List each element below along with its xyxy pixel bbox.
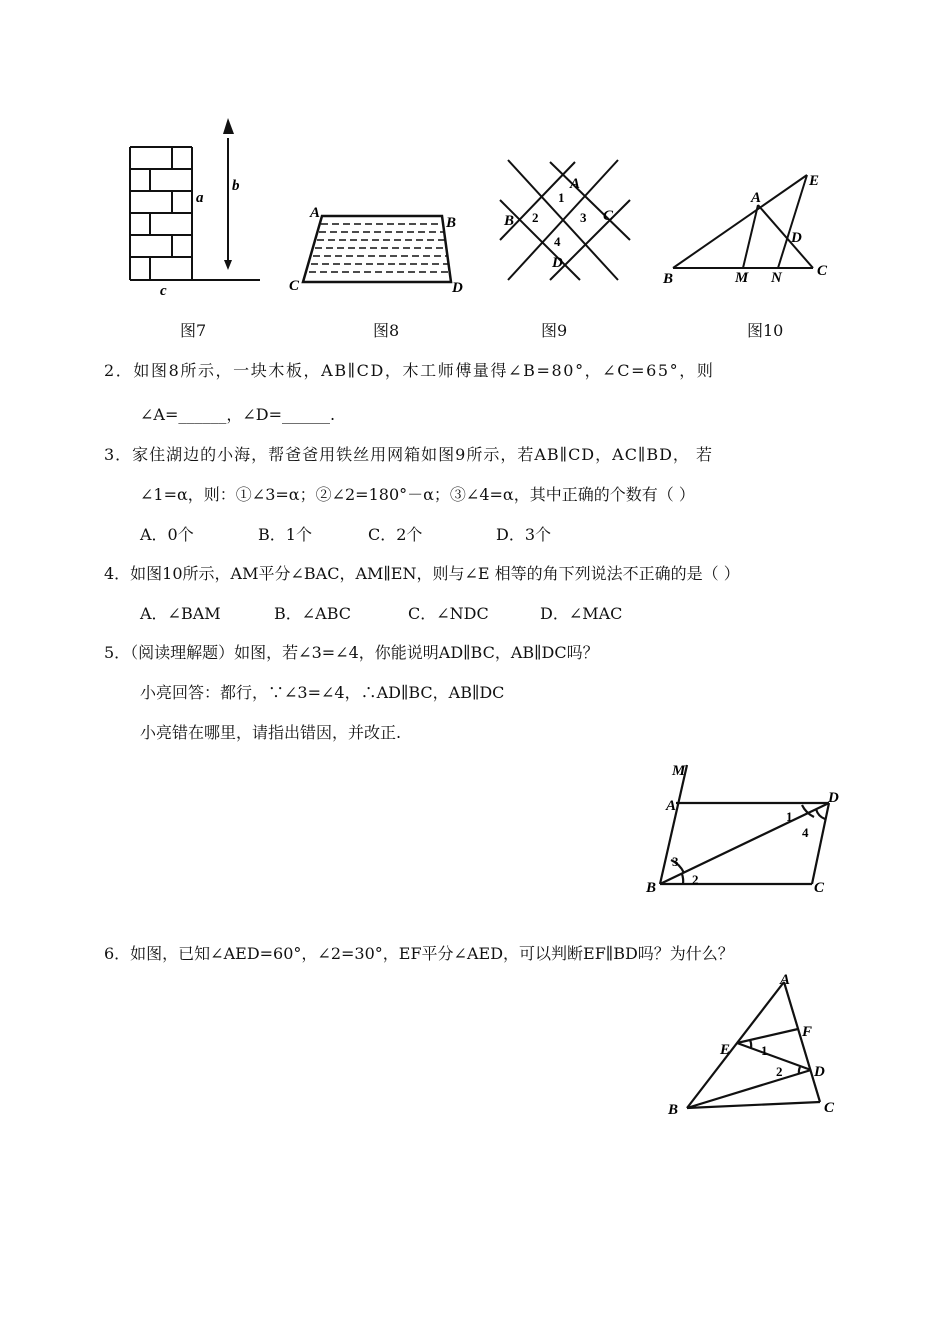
q5-angle-1: 1: [786, 809, 793, 824]
question-5-line-2: 小亮回答：都行，∵∠3=∠4，∴AD∥BC，AB∥DC: [140, 683, 505, 702]
figure-question-6: [660, 970, 850, 1122]
question-4-option-d: D．∠MAC: [540, 604, 623, 623]
question-3-option-a: A．0个: [140, 525, 194, 544]
q5-label-c: C: [814, 880, 825, 896]
figure-10-caption: 图10: [747, 321, 784, 340]
fig10-label-c: C: [817, 263, 828, 279]
q6-angle-2: 2: [776, 1064, 783, 1079]
q5-angle-4: 4: [802, 825, 809, 840]
question-2-line-2: ∠A=______，∠D=______.: [140, 405, 336, 424]
fig10-label-d: D: [791, 230, 802, 246]
q5-label-m: M: [672, 763, 686, 779]
q6-label-f: F: [802, 1024, 813, 1040]
fig9-label-a: A: [570, 176, 581, 192]
fig8-label-c: C: [289, 278, 300, 294]
q5-label-d: D: [828, 790, 839, 806]
figure-9-caption: 图9: [541, 321, 568, 340]
fig10-label-b: B: [663, 271, 674, 287]
fig9-label-b: B: [504, 213, 515, 229]
question-3-option-d: D．3个: [496, 525, 552, 544]
fig9-angle-1: 1: [558, 190, 565, 205]
fig9-label-d: D: [552, 255, 563, 271]
fig8-label-d: D: [452, 280, 463, 296]
fig9-label-c: C: [603, 208, 614, 224]
fig7-label-b: b: [232, 178, 240, 194]
q5-angle-2: 2: [692, 872, 699, 887]
figure-7: [120, 110, 270, 295]
figure-8: [285, 200, 470, 300]
fig10-label-m: M: [735, 270, 749, 286]
question-3-option-c: C．2个: [368, 525, 423, 544]
figure-9: [490, 150, 640, 295]
q6-label-e: E: [720, 1042, 731, 1058]
figure-7-caption: 图7: [180, 321, 207, 340]
fig7-label-a: a: [196, 190, 204, 206]
fig10-label-a: A: [751, 190, 762, 206]
fig10-label-e: E: [809, 173, 820, 189]
question-5-line-1: 5．（阅读理解题）如图，若∠3=∠4，你能说明AD∥BC，AB∥DC吗？: [104, 643, 599, 662]
q5-label-a: A: [666, 798, 677, 814]
figure-question-5: [640, 755, 855, 900]
fig7-label-c: c: [160, 283, 167, 295]
q5-angle-3: 3: [672, 854, 679, 869]
q6-label-b: B: [668, 1102, 679, 1118]
q6-label-a: A: [780, 972, 791, 988]
question-4-line-1: 4．如图10所示，AM平分∠BAC，AM∥EN，则与∠E 相等的角下列说法不正确的是（ ）: [104, 564, 740, 583]
figure-8-caption: 图8: [373, 321, 400, 340]
q6-angle-1: 1: [761, 1043, 768, 1058]
question-4-option-c: C．∠NDC: [408, 604, 489, 623]
question-4-option-b: B．∠ABC: [274, 604, 352, 623]
fig8-label-b: B: [446, 215, 457, 231]
q5-label-b: B: [646, 880, 657, 896]
question-5-line-3: 小亮错在哪里，请指出错因，并改正.: [140, 723, 402, 742]
fig9-angle-4: 4: [554, 234, 561, 249]
question-3-option-b: B．1个: [258, 525, 312, 544]
figure-10: [655, 165, 840, 290]
question-3-line-1: 3．家住湖边的小海，帮爸爸用铁丝用网箱如图9所示，若AB∥CD，AC∥BD， 若: [104, 445, 713, 464]
question-4-option-a: A．∠BAM: [140, 604, 221, 623]
question-3-line-2: ∠1=α，则：①∠3=α；②∠2=180°－α；③∠4=α，其中正确的个数有（ ）: [140, 485, 695, 504]
fig9-angle-3: 3: [580, 210, 587, 225]
fig8-label-a: A: [310, 205, 321, 221]
question-6-line-1: 6．如图，已知∠AED=60°，∠2=30°，EF平分∠AED，可以判断EF∥BD吗？为什么？: [104, 944, 734, 963]
question-2-line-1: 2．如图8所示，一块木板，AB∥CD，木工师傅量得∠B=80°，∠C=65°，则: [104, 361, 715, 380]
fig10-label-n: N: [771, 270, 782, 286]
q6-label-c: C: [824, 1100, 835, 1116]
fig9-angle-2: 2: [532, 210, 539, 225]
q6-label-d: D: [814, 1064, 825, 1080]
